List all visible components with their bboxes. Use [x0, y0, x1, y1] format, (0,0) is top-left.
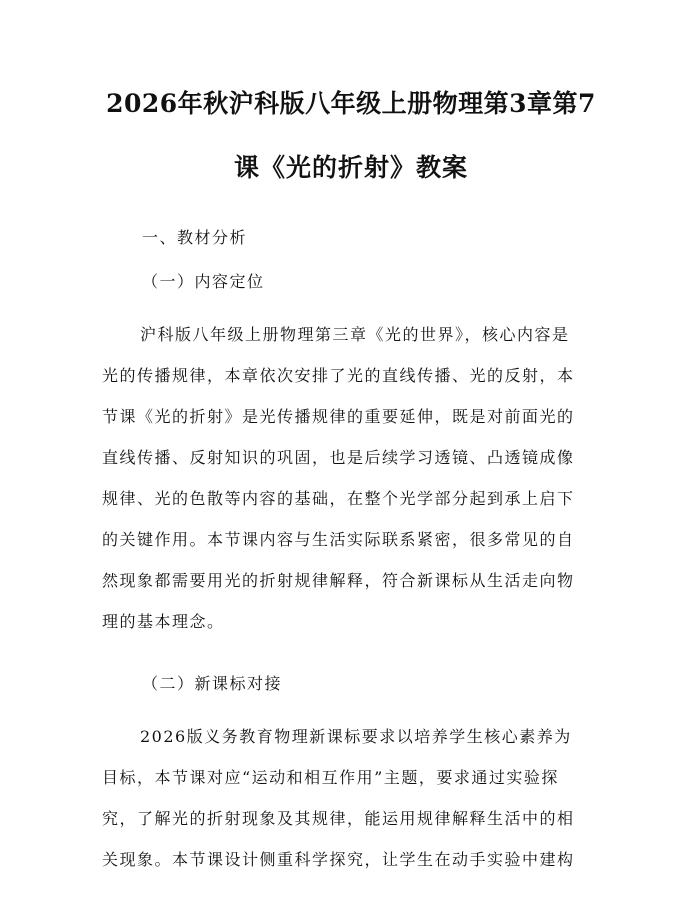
paragraph-curriculum-standard	[102, 716, 600, 880]
paragraph-line: 沪科版八年级上册物理第三章《光的世界》，核心内容是	[140, 325, 570, 344]
paragraph-line: 关现象。本节课设计侧重科学探究，让学生在动手实验中建构	[102, 850, 575, 869]
paragraph-line: 规律、光的色散等内容的基础，在整个光学部分起到承上启下	[102, 489, 575, 508]
paragraph-line: 理的基本理念。	[102, 612, 225, 631]
subsection-heading-curriculum-standard: （二）新课标对接	[142, 674, 283, 693]
paragraph-line: 目标，本节课对应“运动和相互作用”主题，要求通过实验探	[102, 768, 559, 787]
title-line-1: 2026年秋沪科版八年级上册物理第3章第7	[106, 89, 596, 118]
paragraph-line: 直线传播、反射知识的巩固，也是后续学习透镜、凸透镜成像	[102, 448, 575, 467]
section-heading-textbook-analysis: 一、教材分析	[142, 228, 248, 247]
document-title	[102, 82, 600, 190]
paragraph-line: 光的传播规律，本章依次安排了光的直线传播、光的反射，本	[102, 366, 575, 385]
paragraph-line: 节课《光的折射》是光传播规律的重要延伸，既是对前面光的	[102, 407, 575, 426]
title-line-2: 课《光的折射》教案	[233, 153, 468, 182]
paragraph-line: 然现象都需要用光的折射规律解释，符合新课标从生活走向物	[102, 571, 575, 590]
paragraph-line: 的关键作用。本节课内容与生活实际联系紧密，很多常见的自	[102, 530, 575, 549]
paragraph-line: 究，了解光的折射现象及其规律，能运用规律解释生活中的相	[102, 809, 575, 828]
paragraph-line: 2026版义务教育物理新课标要求以培养学生核心素养为	[140, 727, 572, 746]
paragraph-content-positioning	[102, 314, 600, 642]
subsection-heading-content-positioning: （一）内容定位	[142, 272, 265, 291]
